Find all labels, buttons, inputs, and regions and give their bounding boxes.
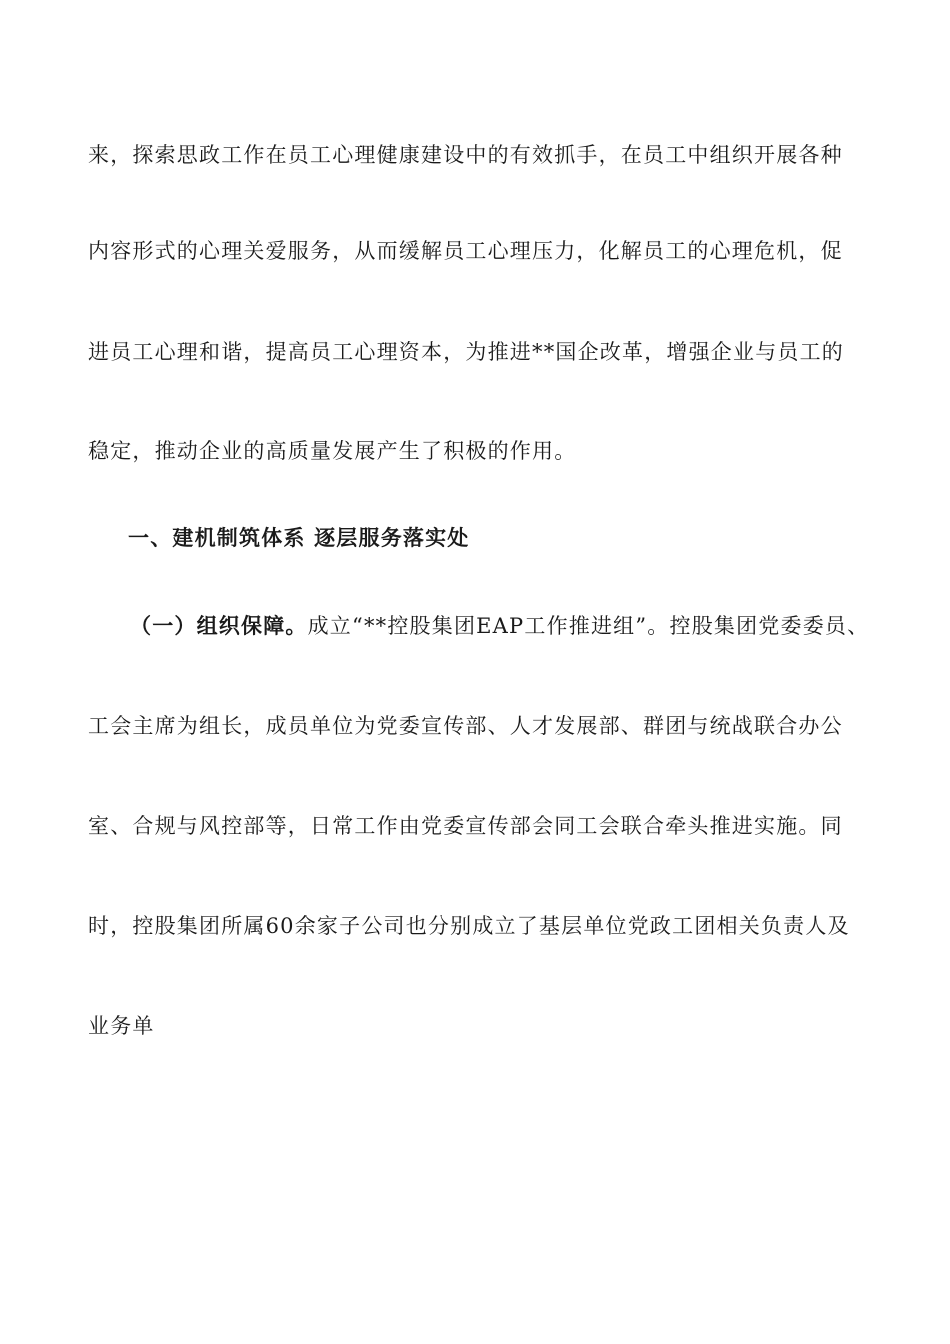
subsection-title: （一）组织保障。 [130, 614, 308, 638]
paragraph-line: 进员工心理和谐，提高员工心理资本，为推进**国企改革，增强企业与员工的 [88, 340, 844, 364]
paragraph-line: 业务单 [88, 1014, 155, 1038]
paragraph-line: 内容形式的心理关爱服务，从而缓解员工心理压力，化解员工的心理危机，促 [88, 239, 843, 263]
paragraph-line: 工会主席为组长，成员单位为党委宣传部、人才发展部、群团与统战联合办公 [88, 714, 843, 738]
section-heading: 一、建机制筑体系 逐层服务落实处 [128, 526, 470, 550]
paragraph-line: 来，探索思政工作在员工心理健康建设中的有效抓手，在员工中组织开展各种 [88, 143, 843, 167]
paragraph-line: 时，控股集团所属60余家子公司也分别成立了基层单位党政工团相关负责人及 [88, 914, 850, 938]
paragraph-first-line [130, 611, 920, 641]
paragraph-text: 成立“**控股集团EAP工作推进组”。控股集团党委委员、 [307, 614, 870, 638]
paragraph-line: 稳定，推动企业的高质量发展产生了积极的作用。 [88, 439, 577, 463]
paragraph-line: 室、合规与风控部等，日常工作由党委宣传部会同工会联合牵头推进实施。同 [88, 814, 843, 838]
